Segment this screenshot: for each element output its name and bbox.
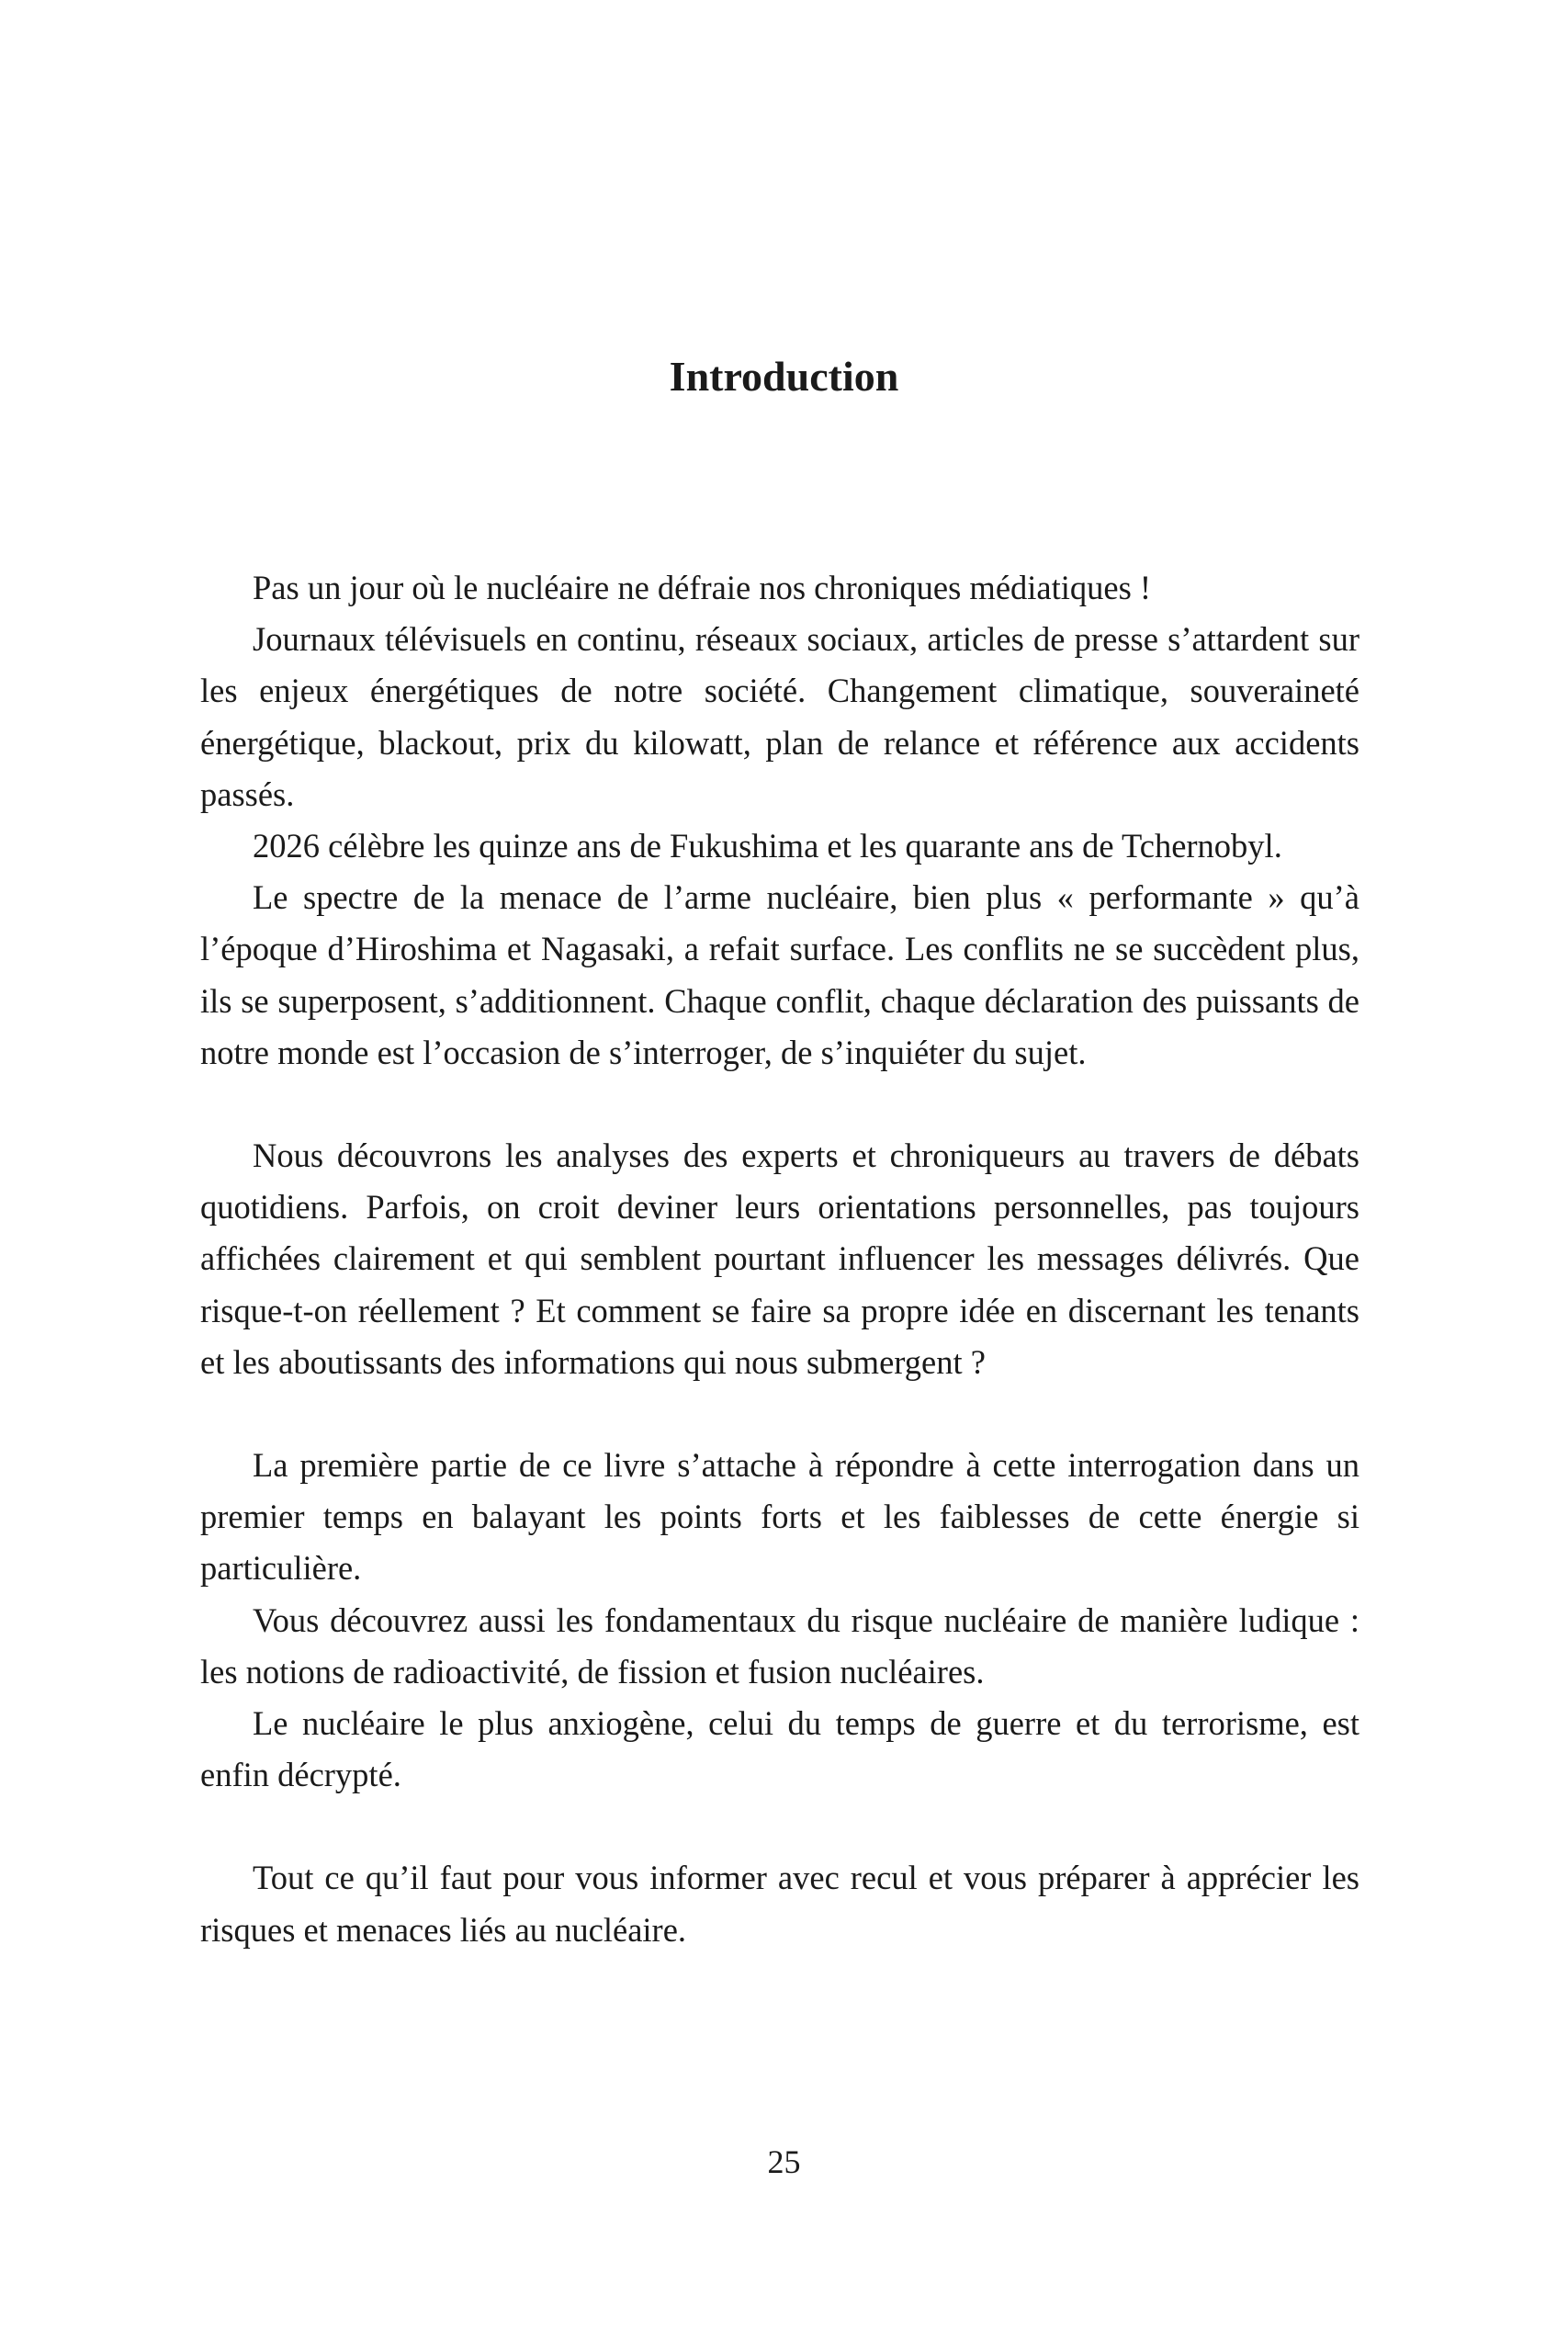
- paragraph: Le nucléaire le plus anxiogène, celui du temps de guerre et du terrorisme, est enfin décrypté.: [200, 1704, 1359, 1794]
- paragraph: Pas un jour où le nucléaire ne défraie nos chroniques médiatiques !: [253, 569, 1152, 606]
- paragraph: Journaux télévisuels en continu, réseaux sociaux, articles de presse s’attardent sur les enjeux énergétiques de notre société. Changement climatique, souveraineté énergétique, blackout, prix du kilowatt, plan de relance et référence aux accidents passés.: [200, 620, 1359, 813]
- paragraph: Tout ce qu’il faut pour vous informer avec recul et vous préparer à apprécier les risques et menaces liés au nucléaire.: [200, 1859, 1359, 1949]
- chapter-title: Introduction: [669, 353, 899, 400]
- paragraph: Nous découvrons les analyses des experts et chroniqueurs au travers de débats quotidiens. Parfois, on croit deviner leurs orientations personnelles, pas toujours affichées clairement et qui semblent pourtant influencer les messages délivrés. Que risque-t-on réellement ? Et comment se faire sa propre idée en discernant les tenants et les aboutissants des informations qui nous submergent ?: [200, 1136, 1359, 1381]
- paragraph: Le spectre de la menace de l’arme nucléaire, bien plus « performante » qu’à l’époque d’Hiroshima et Nagasaki, a refait surface. Les conflits ne se succèdent plus, ils se superposent, s’additionnent. Chaque conflit, chaque déclaration des puissants de notre monde est l’occasion de s’interroger, de s’inquiéter du sujet.: [200, 878, 1359, 1071]
- paragraph: 2026 célèbre les quinze ans de Fukushima et les quarante ans de Tchernobyl.: [253, 827, 1282, 865]
- page-number: 25: [767, 2143, 801, 2180]
- paragraph: Vous découvrez aussi les fondamentaux du risque nucléaire de manière ludique : les notions de radioactivité, de fission et fusion nucléaires.: [200, 1600, 1359, 1690]
- chapter-body: [200, 562, 1359, 1956]
- paragraph: La première partie de ce livre s’attache à répondre à cette interrogation dans un premier temps en balayant les points forts et les faiblesses de cette énergie si particulière.: [200, 1446, 1359, 1588]
